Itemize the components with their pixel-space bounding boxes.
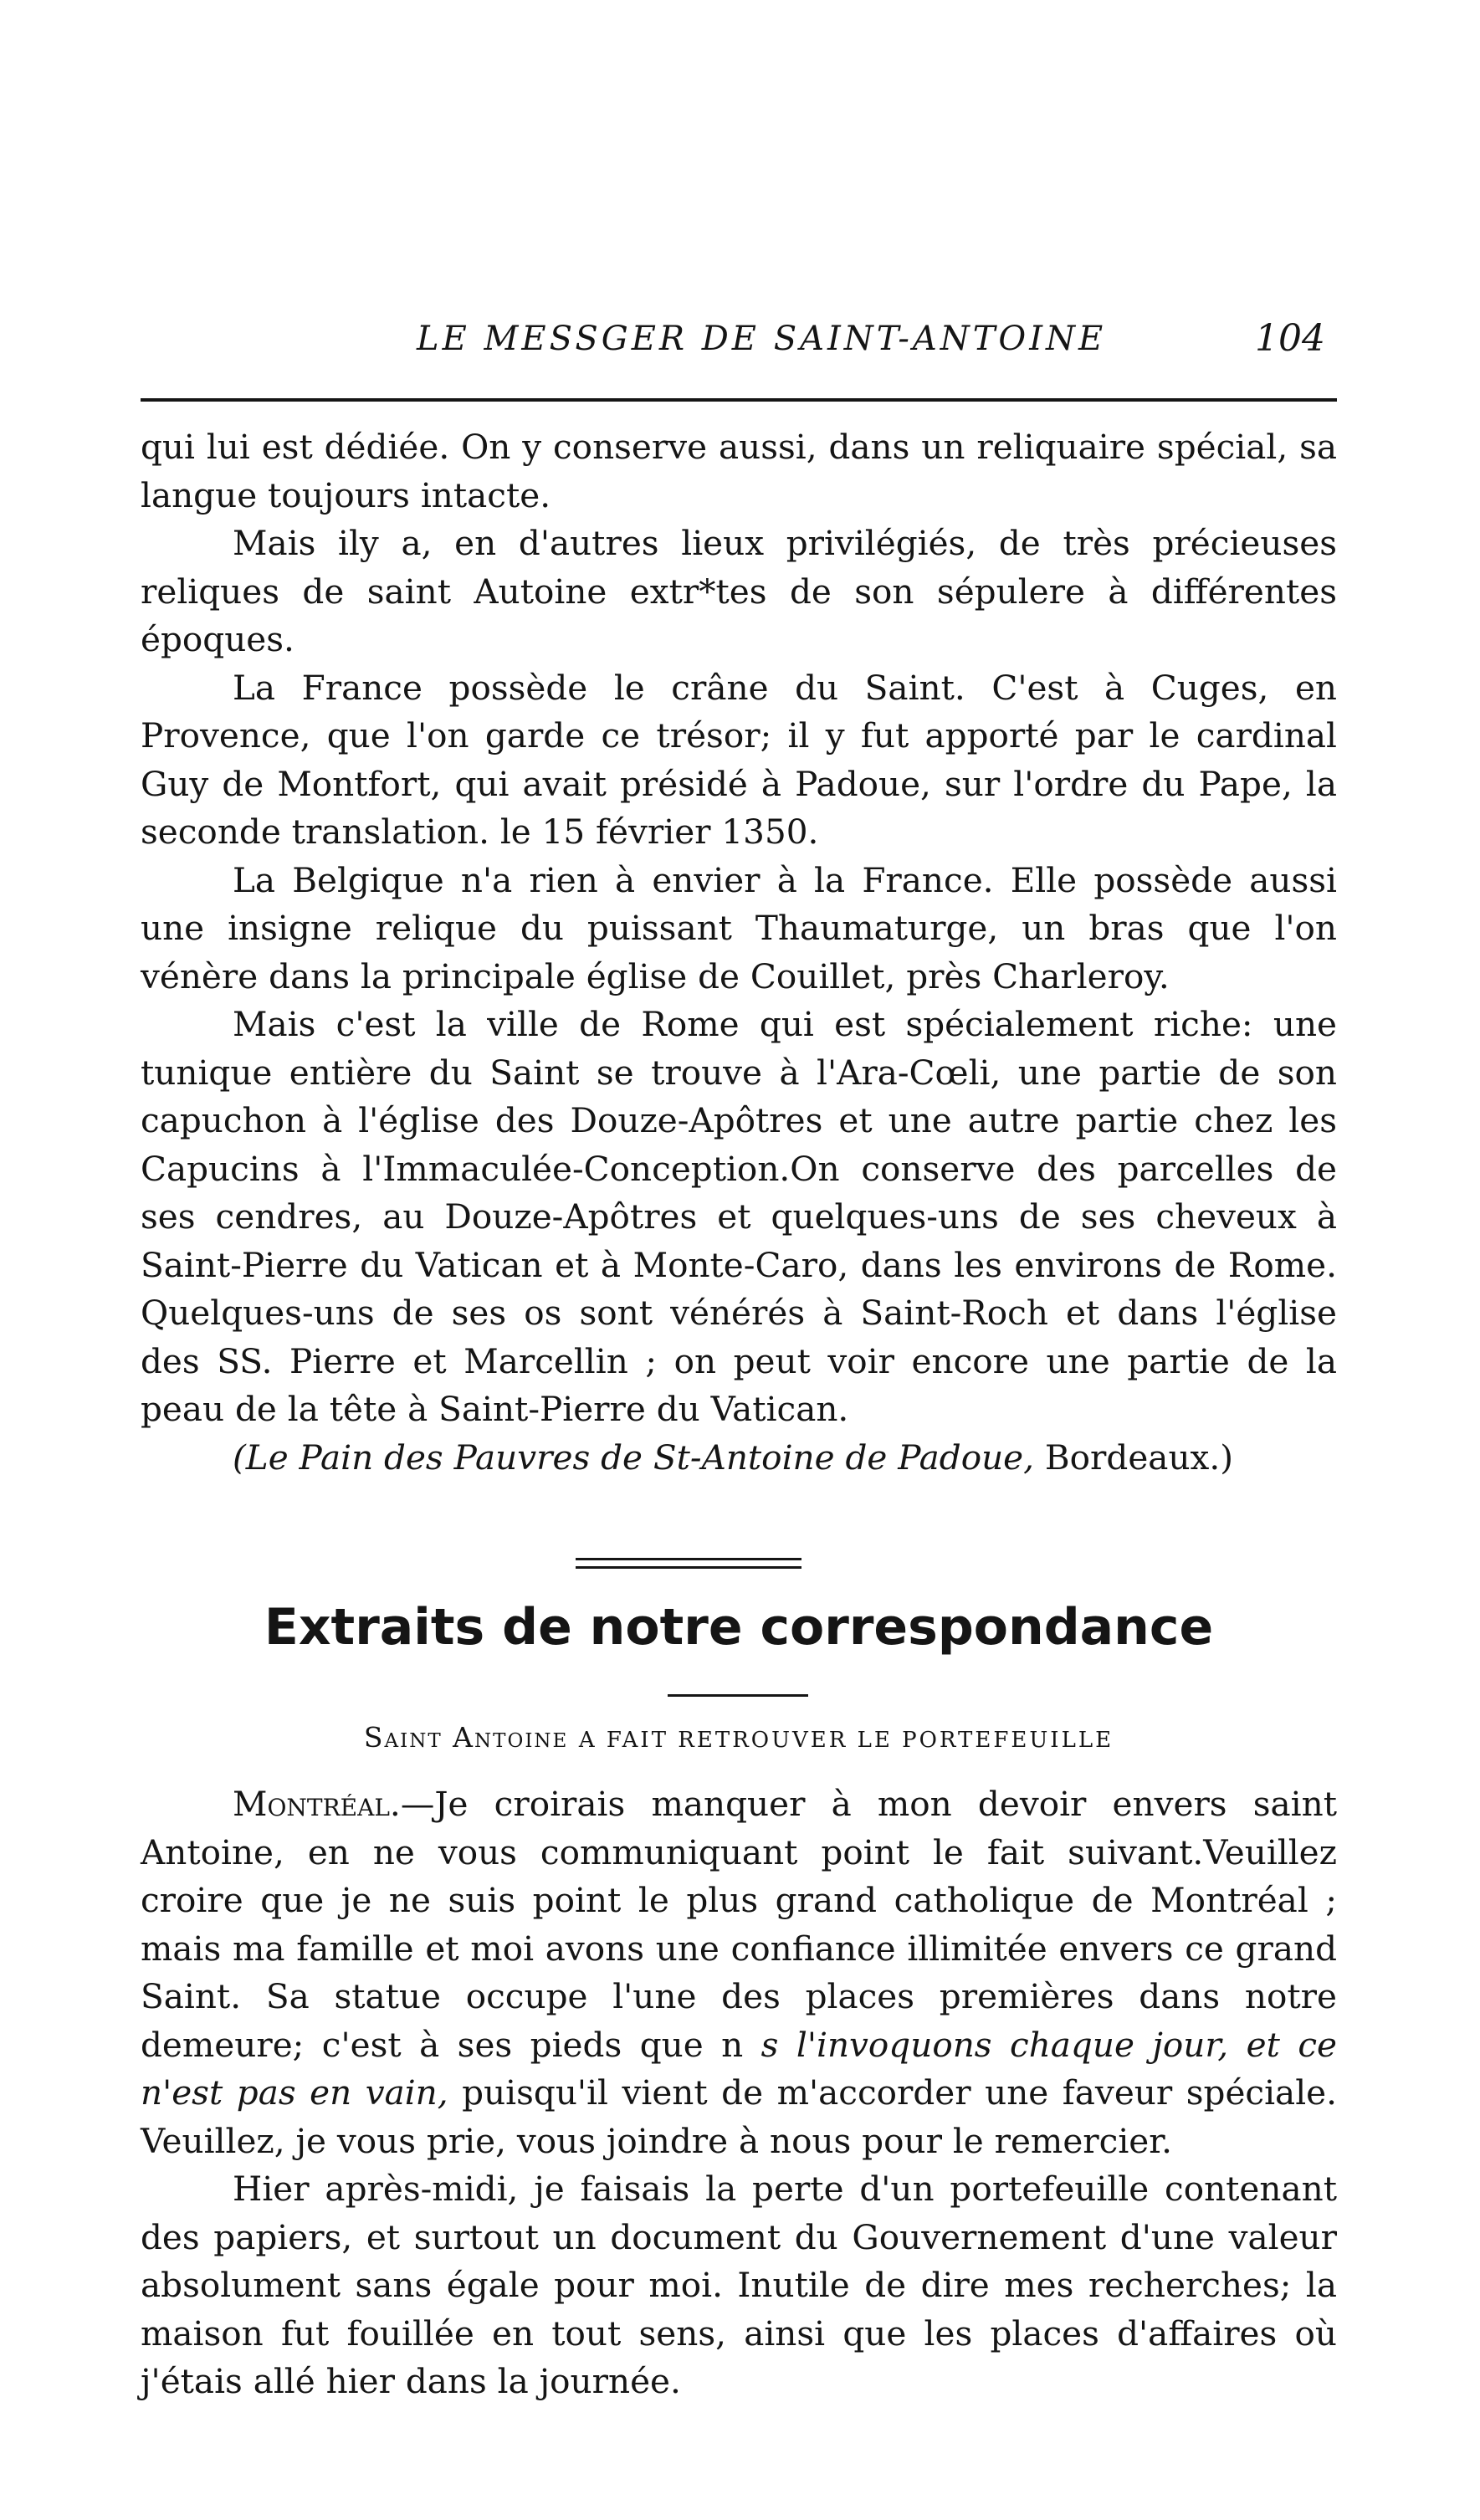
paragraph-italic: s l'invoquons chaque jour, et ce n'est pas en vain, (141, 2024, 1337, 2113)
page-number: 104 (1255, 317, 1325, 360)
letter-body (141, 1780, 1337, 2406)
paragraph: La Belgique n'a rien à envier à la France. Elle possède aussi une insigne relique du puissant Thaumaturge, un bras que l'on vénère dans la principale église de Couillet, près Charleroy. (141, 859, 1337, 996)
source-place: Bordeaux.) (1044, 1437, 1234, 1478)
paragraph: Mais c'est la ville de Rome qui est spécialement riche: une tunique entière du Saint se trouve à l'Ara-Cœli, une partie de son capuchon à l'église des Douze-Apôtres et une autre partie chez les Capucins à l'Immaculée-Conception.On conserve des parcelles de ses cendres, au Douze-Apôtres et quelques-uns de ses cheveux à Saint-Pierre du Vatican et à Monte-Caro, dans les environs de Rome. Quelques-uns de ses os sont vénérés à Saint-Roch et dans l'église des SS. Pierre et Marcellin ; on peut voir encore une partie de la peau de la tête à Saint-Pierre du Vatican. (141, 1004, 1337, 1429)
divider-line (576, 1566, 801, 1569)
title-rule (668, 1694, 808, 1697)
paragraph: qui lui est dédiée. On y conserve aussi, dans un reliquaire spécial, sa langue toujours intacte. (141, 427, 1337, 515)
paragraph: Hier après-midi, je faisais la perte d'un portefeuille contenant des papiers, et surtout un document du Gouvernement d'une valeur absolument sans égale pour moi. Inutile de dire mes recherches; la maison fut fouillée en tout sens, ainsi que les places d'affaires où j'étais allé hier dans la journée. (141, 2169, 1337, 2401)
paragraph: La France possède le crâne du Saint. C'est à Cuges, en Provence, que l'on garde ce trésor; il y fut apporté par le cardinal Guy de Montfort, qui avait présidé à Padoue, sur l'ordre du Pape, la seconde translation. le 15 février 1350. (141, 667, 1337, 852)
section-divider (576, 1558, 801, 1570)
subheading-lead: Saint Antoine (363, 1721, 569, 1754)
paragraph: Mais ily a, en d'autres lieux privilégiés, de très précieuses reliques de saint Autoine extr*tes de son sépulere à différentes époques. (141, 523, 1337, 659)
section-title: Extraits de notre correspondance (264, 1598, 1214, 1657)
dateline: Montréal. (233, 1784, 401, 1824)
source-citation (141, 1434, 1337, 1483)
subheading-rest: A FAIT RETROUVER LE PORTEFEUILLE (578, 1728, 1114, 1753)
running-header (141, 314, 1337, 364)
divider-line (576, 1558, 801, 1560)
paragraph-text-end: puisqu'il vient de m'accorder une faveur spéciale. Veuillez, je vous prie, vous joindre à nous pour le remercier. (141, 2072, 1337, 2161)
source-title: (Le Pain des Pauvres de St-Antoine de Padoue, (233, 1437, 1035, 1478)
paragraph (141, 1780, 1337, 2165)
header-rule (141, 398, 1337, 402)
running-title: LE MESSGER DE SAINT-ANTOINE (417, 320, 1107, 358)
subheading (141, 1717, 1337, 1761)
article-body (141, 423, 1337, 1482)
paragraph-text: —Je croirais manquer à mon devoir envers saint Antoine, en ne vous communiquant point le fait suivant.Veuillez croire que je ne suis point le plus grand catholique de Montréal ; mais ma famille et moi avons une confiance illimitée envers ce grand Saint. Sa statue occupe l'une des places premières dans notre demeure; c'est à ses pieds que n (141, 1784, 1337, 2065)
